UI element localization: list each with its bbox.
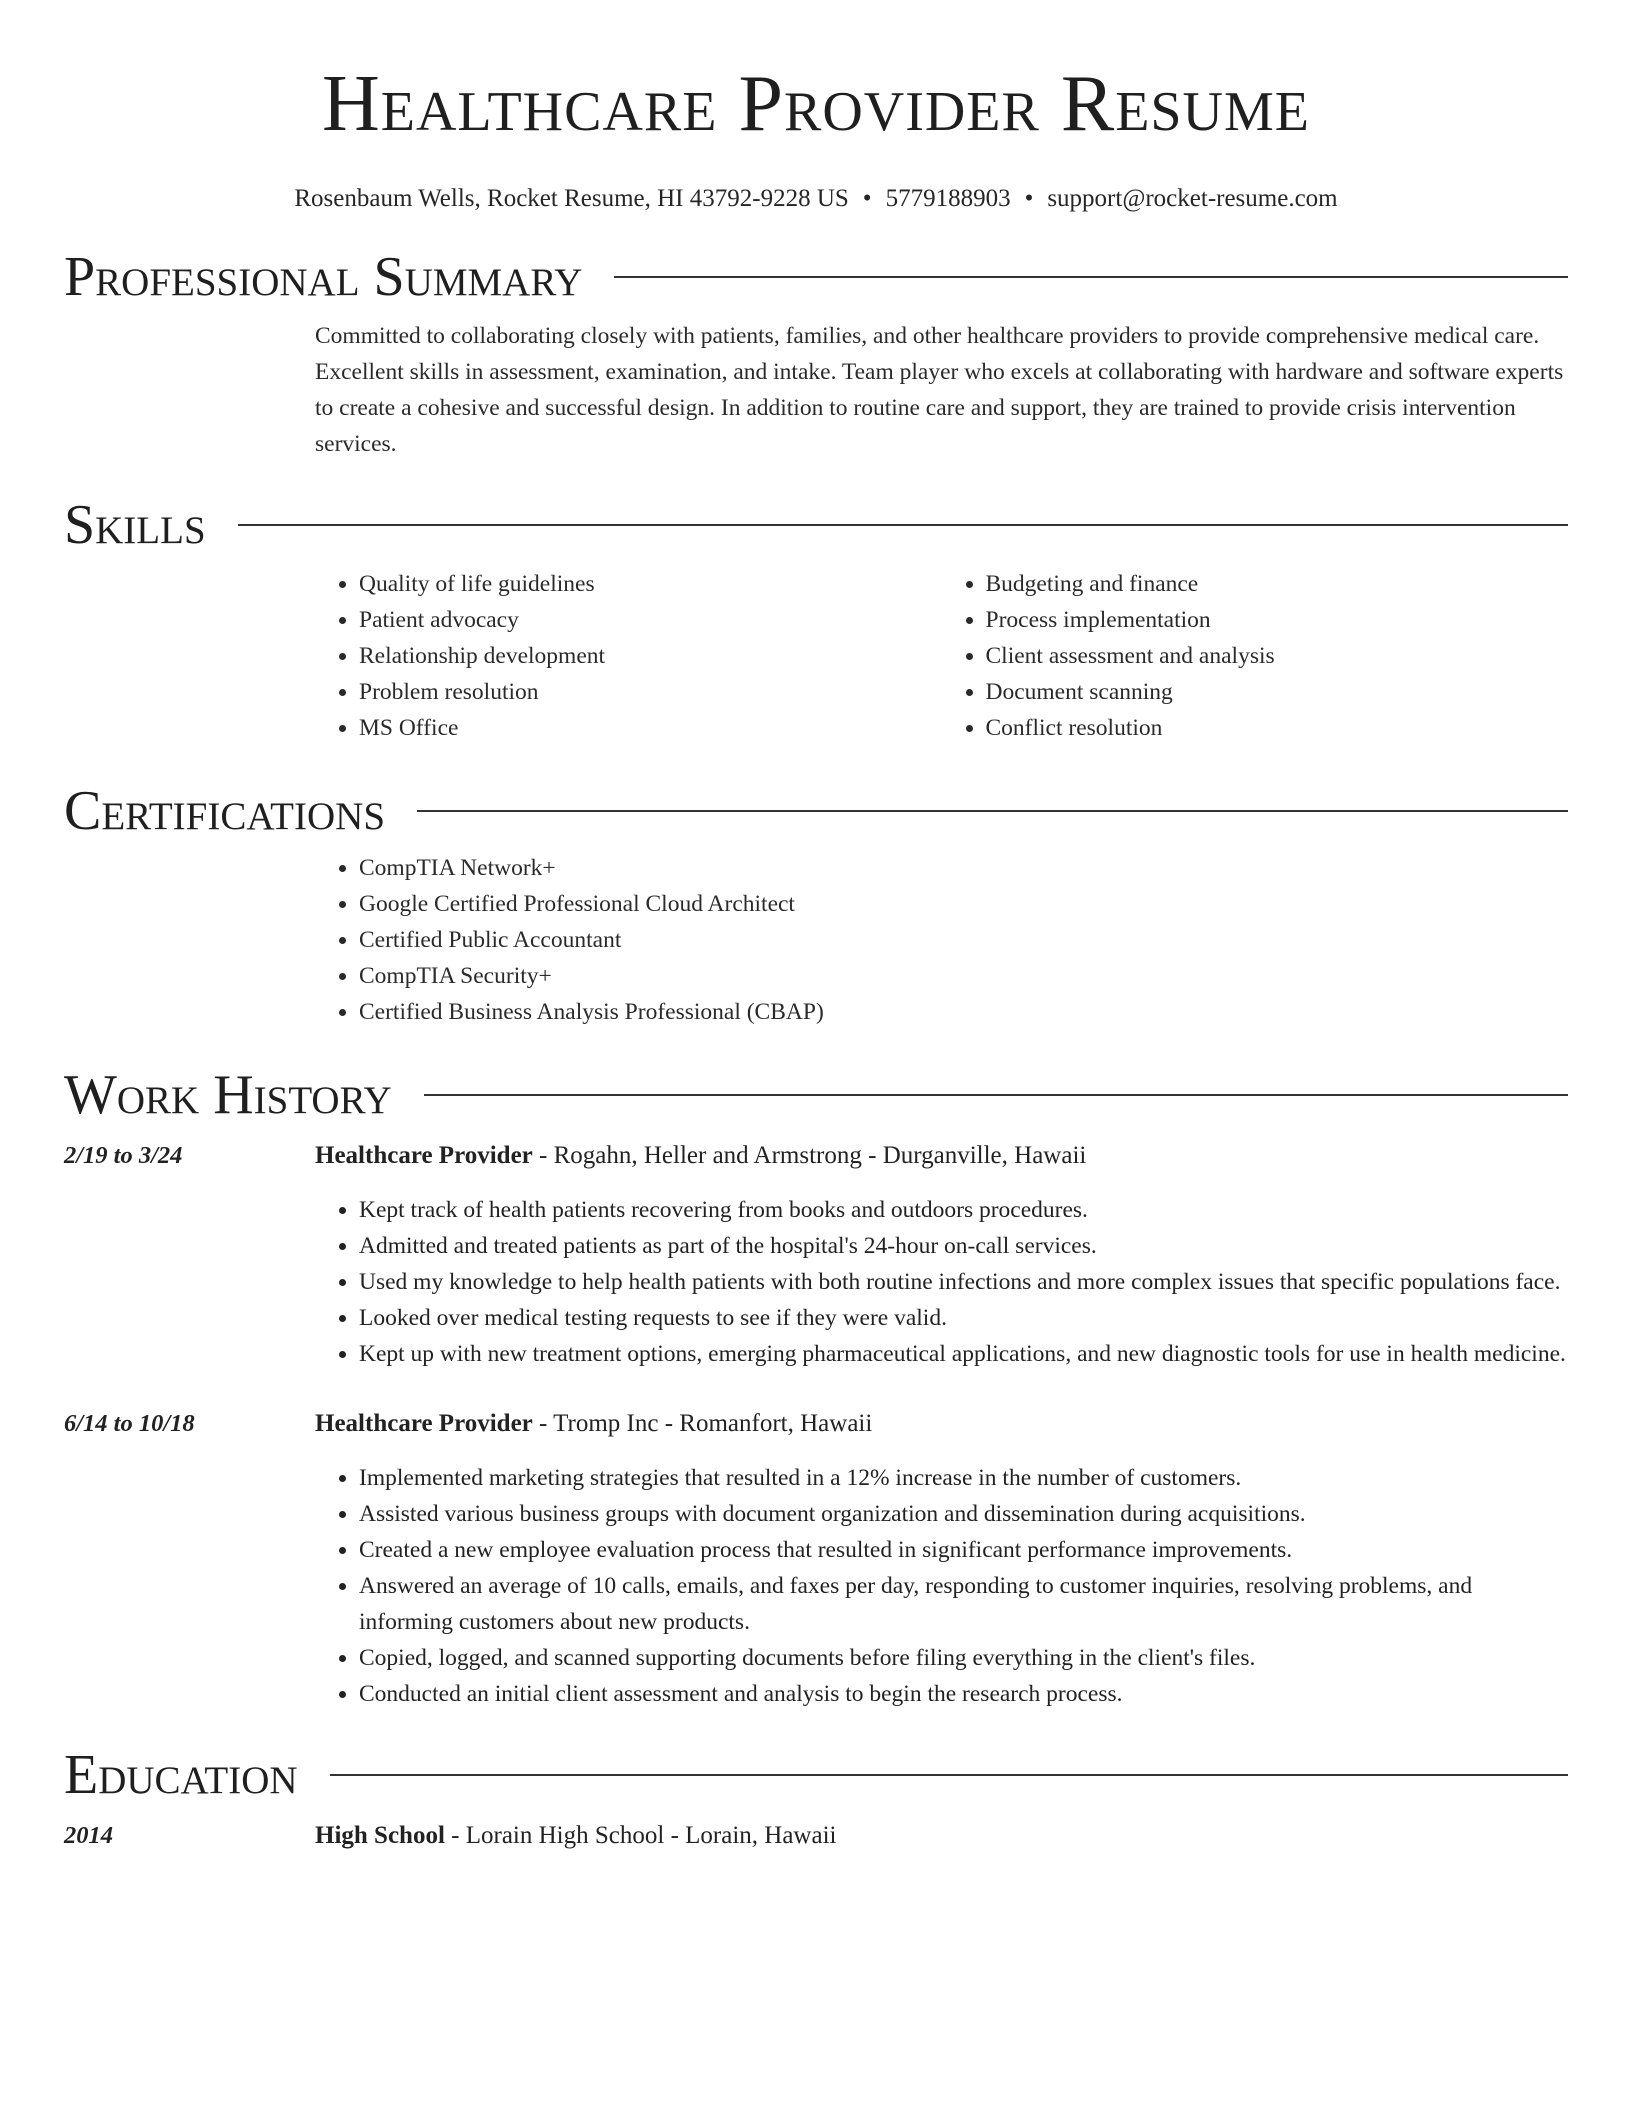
job-bullet: • Kept track of health patients recovering from books and outdoors procedures. bbox=[359, 1192, 1568, 1228]
section-divider bbox=[238, 524, 1568, 526]
resume-title: Healthcare Provider Resume bbox=[321, 60, 1310, 148]
skill-item: • Process implementation bbox=[986, 602, 1569, 638]
job-employer: - Tromp Inc - Romanfort, Hawaii bbox=[532, 1410, 873, 1437]
job-bullet: • Copied, logged, and scanned supporting documents before filing everything in the client's files. bbox=[359, 1640, 1568, 1676]
skill-item: • Conflict resolution bbox=[986, 710, 1569, 746]
section-divider bbox=[424, 1094, 1568, 1096]
education-heading-line bbox=[315, 1818, 1568, 1854]
section-divider bbox=[330, 1774, 1568, 1776]
work-history-section bbox=[64, 1052, 1568, 1712]
job-bullet: • Assisted various business groups with document organization and dissemination during acquisitions. bbox=[359, 1496, 1568, 1532]
certifications-content bbox=[315, 850, 1568, 1030]
job-title: Healthcare Provider bbox=[315, 1142, 533, 1169]
certifications-heading: Certifications bbox=[64, 780, 386, 842]
job-bullets bbox=[315, 1460, 1568, 1712]
skill-item: • Client assessment and analysis bbox=[986, 638, 1569, 674]
certification-item: • CompTIA Security+ bbox=[359, 958, 1568, 994]
certification-item: • Certified Public Accountant bbox=[359, 922, 1568, 958]
certification-item: • Google Certified Professional Cloud Architect bbox=[359, 886, 1568, 922]
contact-phone: 5779188903 bbox=[885, 185, 1011, 212]
skills-heading: Skills bbox=[64, 494, 206, 556]
certifications-header bbox=[64, 768, 1568, 854]
education-header bbox=[64, 1732, 1568, 1818]
job-title: Healthcare Provider bbox=[315, 1410, 533, 1437]
education-entry bbox=[64, 1818, 1568, 1872]
job-bullet: • Implemented marketing strategies that resulted in a 12% increase in the number of customers. bbox=[359, 1460, 1568, 1496]
skill-item: • Patient advocacy bbox=[359, 602, 942, 638]
skills-columns bbox=[315, 566, 1568, 746]
contact-address: Rosenbaum Wells, Rocket Resume, HI 43792-9228 US bbox=[294, 185, 849, 212]
job-bullets bbox=[315, 1192, 1568, 1372]
skill-item: • Document scanning bbox=[986, 674, 1569, 710]
skill-item: • Budgeting and finance bbox=[986, 566, 1569, 602]
summary-text: Committed to collaborating closely with patients, families, and other healthcare providers to provide comprehensive medical care. Excellent skills in assessment, examination, and intake. Team player who excels at collaborating with hardware and software experts to create a cohesive and successful design. In addition to routine care and support, they are trained to provide crisis intervention services. bbox=[315, 323, 1564, 457]
education-body bbox=[315, 1818, 1568, 1872]
contact-line bbox=[64, 182, 1568, 216]
job-body bbox=[315, 1406, 1568, 1712]
education-heading: Education bbox=[64, 1744, 298, 1806]
education-year: 2014 bbox=[64, 1822, 113, 1849]
education-degree: High School bbox=[315, 1822, 445, 1849]
skill-item: • Relationship development bbox=[359, 638, 942, 674]
skill-item: • MS Office bbox=[359, 710, 942, 746]
job-dates: 2/19 to 3/24 bbox=[64, 1142, 183, 1169]
contact-email: support@rocket-resume.com bbox=[1047, 185, 1338, 212]
certifications-list bbox=[315, 850, 1568, 1030]
skills-list-right bbox=[942, 566, 1569, 746]
certification-item: • Certified Business Analysis Professional (CBAP) bbox=[359, 994, 1568, 1030]
skills-list-left bbox=[315, 566, 942, 746]
certifications-section bbox=[64, 768, 1568, 1030]
job-heading bbox=[315, 1406, 1568, 1442]
job-heading bbox=[315, 1138, 1568, 1174]
job-bullet: • Created a new employee evaluation process that resulted in significant performance improvements. bbox=[359, 1532, 1568, 1568]
summary-header bbox=[64, 234, 1568, 320]
job-entry bbox=[64, 1138, 1568, 1372]
separator-dot: • bbox=[862, 185, 872, 212]
job-employer: - Rogahn, Heller and Armstrong - Durganville, Hawaii bbox=[532, 1142, 1087, 1169]
skills-section bbox=[64, 482, 1568, 746]
separator-dot: • bbox=[1024, 185, 1034, 212]
job-bullet: • Kept up with new treatment options, emerging pharmaceutical applications, and new diagnostic tools for use in health medicine. bbox=[359, 1336, 1568, 1372]
job-dates: 6/14 to 10/18 bbox=[64, 1410, 195, 1437]
education-school: - Lorain High School - Lorain, Hawaii bbox=[444, 1822, 837, 1849]
job-entry bbox=[64, 1406, 1568, 1712]
work-history-header bbox=[64, 1052, 1568, 1138]
job-bullet: • Looked over medical testing requests to see if they were valid. bbox=[359, 1300, 1568, 1336]
summary-section bbox=[64, 234, 1568, 462]
summary-heading: Professional Summary bbox=[64, 246, 583, 308]
skill-item: • Problem resolution bbox=[359, 674, 942, 710]
education-section bbox=[64, 1732, 1568, 1872]
job-bullet: • Used my knowledge to help health patients with both routine infections and more complex issues that specific populations face. bbox=[359, 1264, 1568, 1300]
certification-item: • CompTIA Network+ bbox=[359, 850, 1568, 886]
job-bullet: • Conducted an initial client assessment and analysis to begin the research process. bbox=[359, 1676, 1568, 1712]
skill-item: • Quality of life guidelines bbox=[359, 566, 942, 602]
job-bullet: • Admitted and treated patients as part of the hospital's 24-hour on-call services. bbox=[359, 1228, 1568, 1264]
work-history-heading: Work History bbox=[64, 1064, 392, 1126]
skills-header bbox=[64, 482, 1568, 568]
job-body bbox=[315, 1138, 1568, 1372]
section-divider bbox=[417, 810, 1568, 812]
job-bullet: • Answered an average of 10 calls, emails, and faxes per day, responding to customer inquiries, resolving problems, and informing customers about new products. bbox=[359, 1568, 1568, 1640]
section-divider bbox=[614, 276, 1568, 278]
